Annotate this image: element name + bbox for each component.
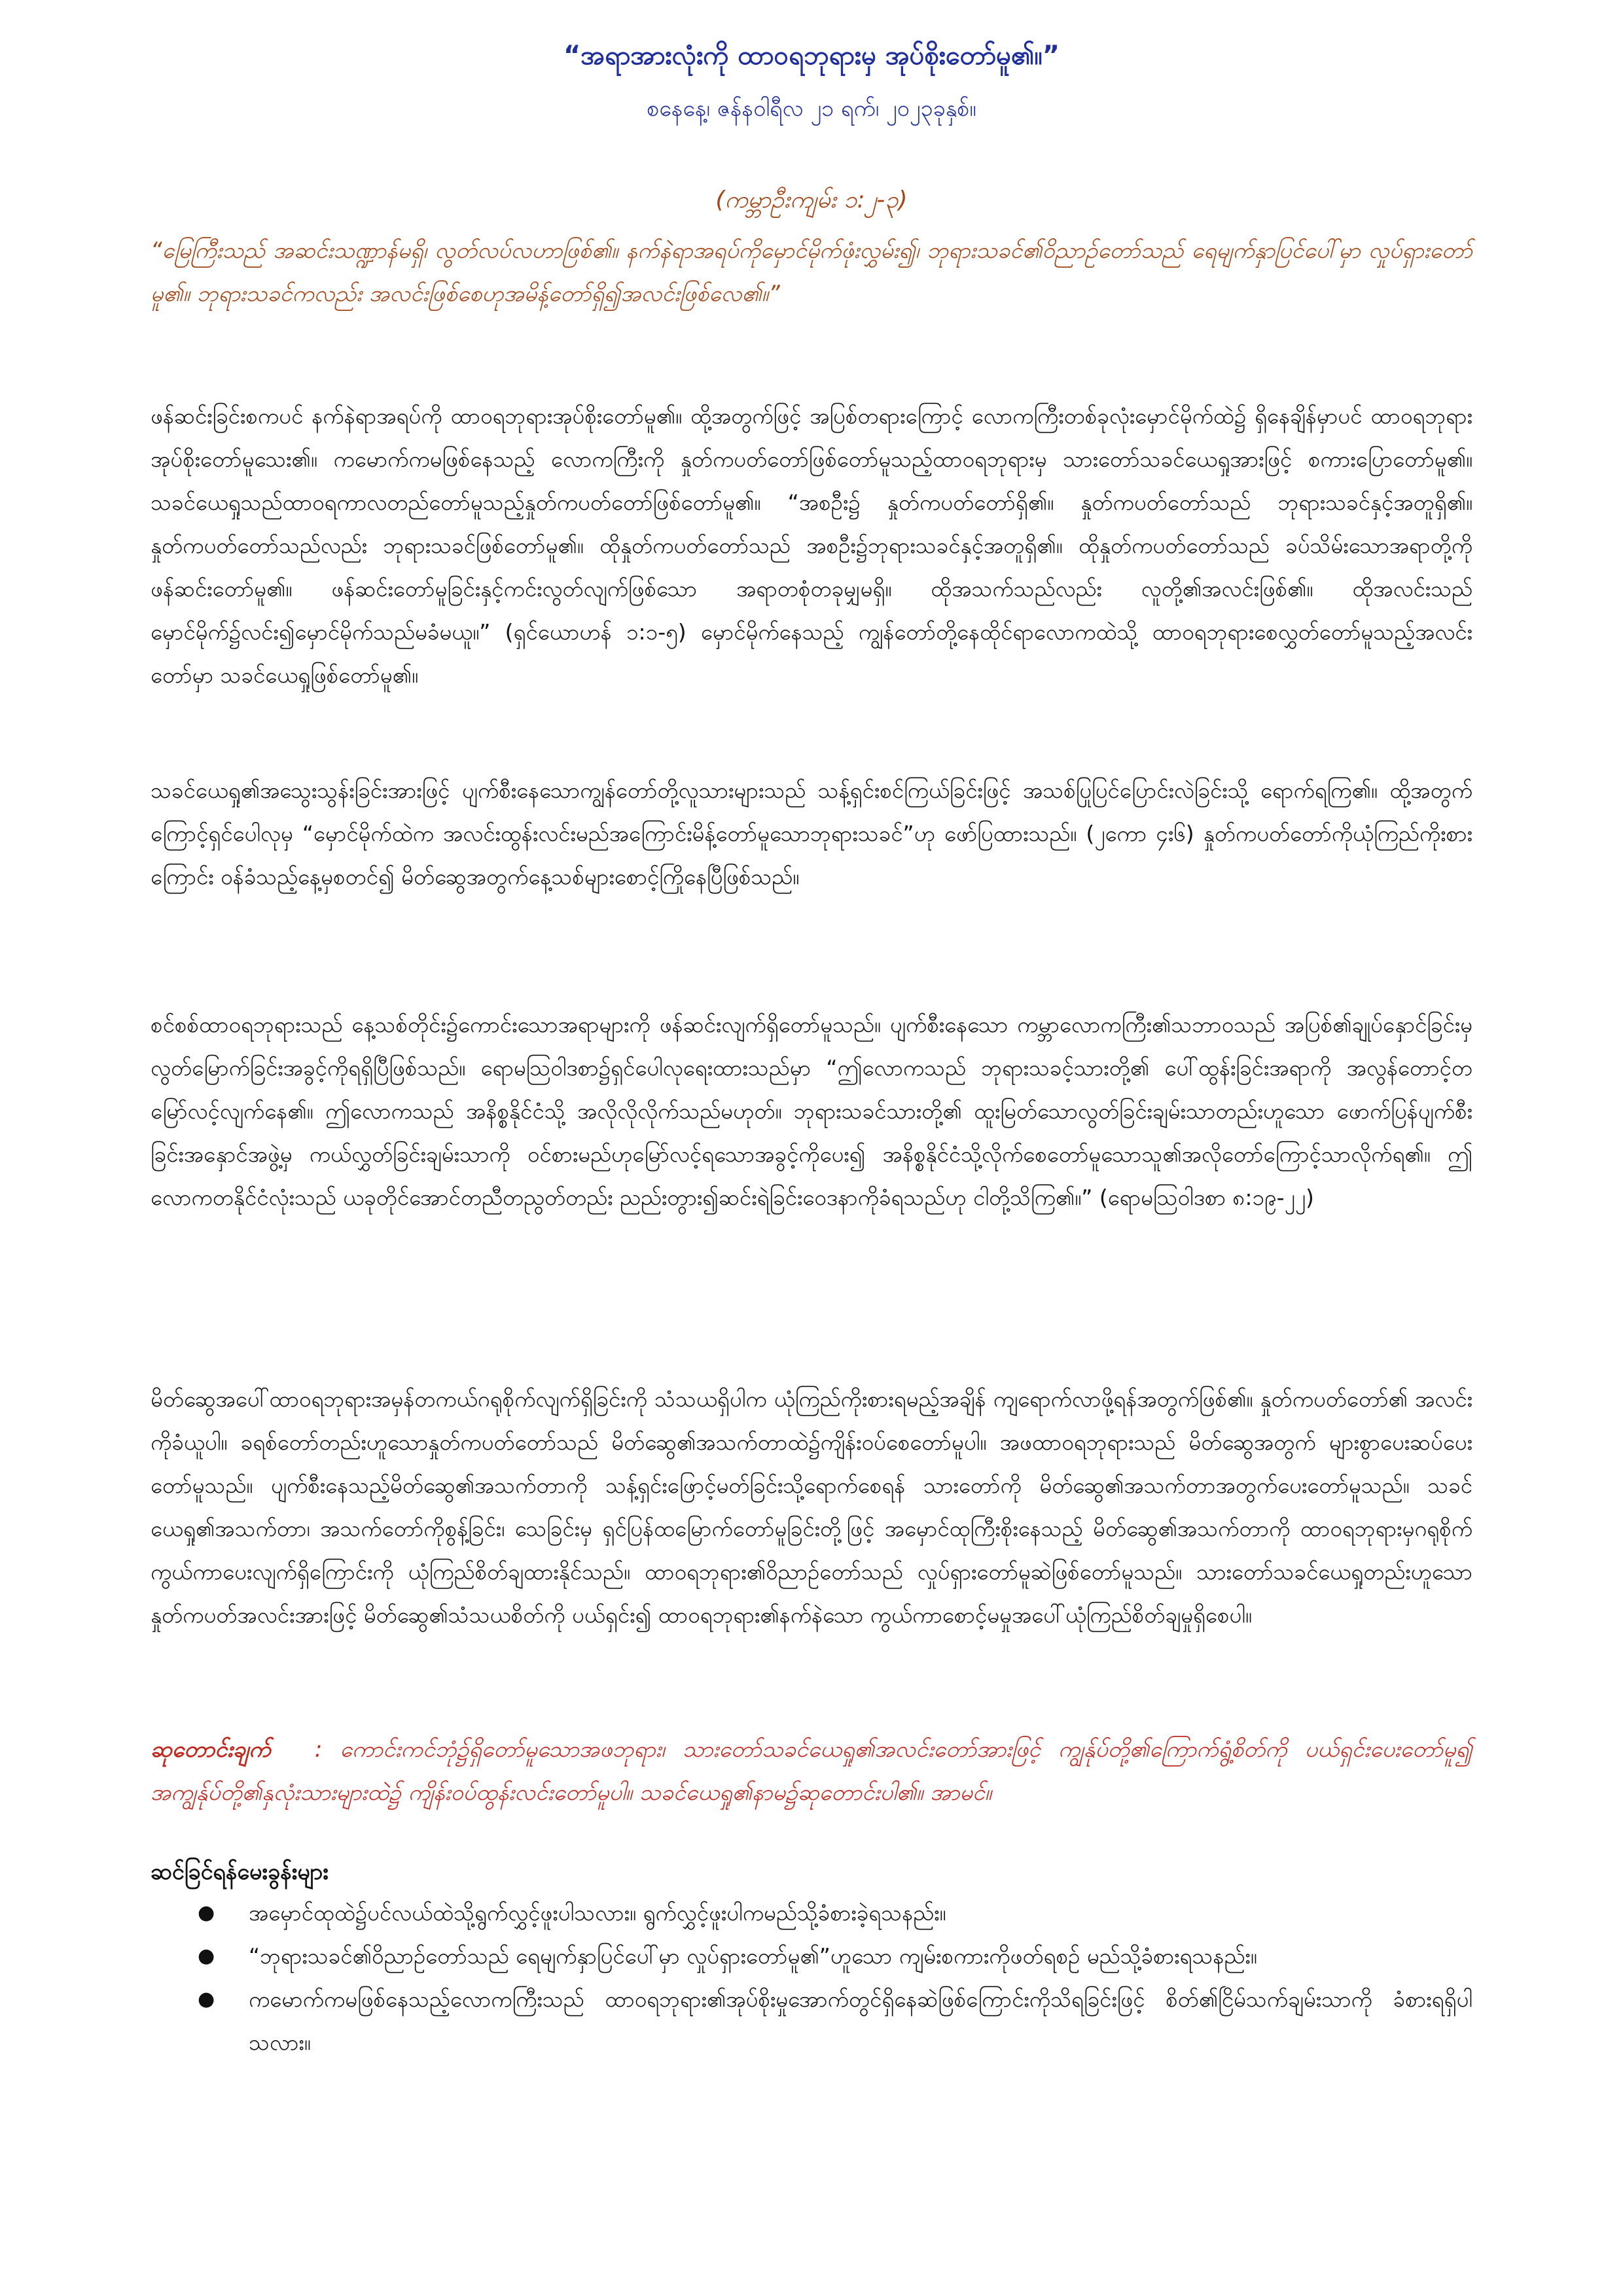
body-paragraph: မိတ်ဆွေအပေါ်ထာဝရဘုရားအမှန်တကယ်ဂရုစိုက်လျက်ရှိခြင်းကို သံသယရှိပါက ယုံကြည်ကိုးစားရမည့်အချိန် ကျရောက်လာဖို့ရန်အတွက်ဖြစ်၏။ နှုတ်ကပတ်တော်၏ အလင်းကိုခံယူပါ။ ခရစ်တော်တည်းဟူသောနှုတ်ကပတ်တော်သည် မိတ်ဆွေ၏အသက်တာထဲ၌ကျိန်းဝပ်စေတော်မူပါ။ အဖထာဝရဘုရားသည် မိတ်ဆွေအတွက် များစွာပေးဆပ်ပေးတော်မူသည်။ ပျက်စီးနေသည့်မိတ်ဆွေ၏အသက်တာကို သန့်ရှင်းဖြောင့်မတ်ခြင်းသို့ရောက်စေရန် သားတော်ကို မိတ်ဆွေ၏အသက်တာအတွက်ပေးတော်မူသည်။ သခင်ယေရှု၏အသက်တာ၊ အသက်တော်ကိုစွန့်ခြင်း၊ သေခြင်းမှ ရှင်ပြန်ထမြောက်တော်မူခြင်းတို့ဖြင့် အမှောင်ထုကြီးစိုးနေသည့် မိတ်ဆွေ၏အသက်တာကို ထာဝရဘုရားမှဂရုစိုက်ကွယ်ကာပေးလျက်ရှိကြောင်းကို ယုံကြည်စိတ်ချထားနိုင်သည်။ ထာဝရဘုရား၏ဝိညာဉ်တော်သည် လှုပ်ရှားတော်မူဆဲဖြစ်တော်မူသည်။ သားတော်သခင်ယေရှုတည်းဟူသော နှုတ်ကပတ်အလင်းအားဖြင့် မိတ်ဆွေ၏သံသယစိတ်ကို ပယ်ရှင်း၍ ထာဝရဘုရား၏နက်နဲသော ကွယ်ကာစောင့်မမှုအပေါ်ယုံကြည်စိတ်ချမှုရှိစေပါ။ bbox=[151, 1386, 1472, 1628]
prayer-text: : ကောင်းကင်ဘုံ၌ရှိတော်မူသောအဖဘုရား၊ သားတော်သခင်ယေရှု၏အလင်းတော်အားဖြင့် ကျွန်ုပ်တို့၏ကြောက်ရွံ့စိတ်ကို ပယ်ရှင်းပေးတော်မူ၍ အကျွန်ုပ်တို့၏နှလုံးသားများထဲ၌ ကျိန်းဝပ်ထွန်းလင်းတော်မူပါ။ သခင်ယေရှု၏နာမ၌ဆုတောင်းပါ၏။ အာမင်။ bbox=[151, 1736, 1473, 1806]
body-paragraph: သခင်ယေရှု၏အသွေးသွန်းခြင်းအားဖြင့် ပျက်စီးနေသောကျွန်တော်တို့လူသားများသည် သန့်ရှင်းစင်ကြယ်ခြင်းဖြင့် အသစ်ပြုပြင်ပြောင်းလဲခြင်းသို့ ရောက်ရကြ၏။ ထို့အတွက်ကြောင့်ရှင်ပေါလုမှ “မှောင်မိုက်ထဲက အလင်းထွန်းလင်းမည်အကြောင်းမိန့်တော်မူသောဘုရားသခင်”ဟု ဖော်ပြထားသည်။ (၂ကော ၄း၆) နှုတ်ကပတ်တော်ကိုယုံကြည်ကိုးစားကြောင်း ဝန်ခံသည့်နေ့မှစတင်၍ မိတ်ဆွေအတွက်နေ့သစ်များစောင့်ကြိုနေပြီဖြစ်သည်။ bbox=[151, 778, 1472, 889]
list-item bbox=[151, 1892, 1472, 1935]
bullet-icon: ● bbox=[198, 1945, 215, 1967]
scripture-quote: “မြေကြီးသည် အဆင်းသဏ္ဍာန်မရှိ၊ လွတ်လပ်လဟာဖြစ်၏။ နက်နဲရာအရပ်ကိုမှောင်မိုက်ဖုံးလွှမ်း၍၊ ဘုရားသခင်၏ဝိညာဉ်တော်သည် ရေမျက်နှာပြင်ပေါ်မှာ လှုပ်ရှားတော်မူ၏။ ဘုရားသခင်ကလည်း အလင်းဖြစ်စေဟုအမိန့်တော်ရှိ၍အလင်းဖြစ်လေ၏။” bbox=[151, 238, 1472, 307]
list-item bbox=[151, 1935, 1472, 1978]
question-text: “ဘုရားသခင်၏ဝိညာဉ်တော်သည် ရေမျက်နှာပြင်ပေါ်မှာ လှုပ်ရှားတော်မူ၏”ဟူသော ကျမ်းစကားကိုဖတ်ရစဉ် မည်သို့ခံစားရသနည်း။ bbox=[249, 1943, 1257, 1969]
bullet-icon: ● bbox=[198, 1988, 215, 2011]
question-text: အမှောင်ထုထဲ၌ပင်လယ်ထဲသို့ရွက်လွှင့်ဖူးပါသလား။ ရွက်လွှင့်ဖူးပါကမည်သို့ခံစားခဲ့ရသနည်း။ bbox=[249, 1900, 946, 1926]
prayer-section bbox=[151, 1728, 1472, 1814]
prayer-label: ဆုတောင်းချက် bbox=[151, 1736, 271, 1763]
scripture-reference: (ကမ္ဘာဦးကျမ်း ၁:၂-၃) bbox=[715, 187, 908, 213]
questions-heading: ဆင်ခြင်ရန်မေးခွန်းများ bbox=[151, 1859, 329, 1885]
list-item bbox=[151, 1978, 1472, 2064]
bullet-icon: ● bbox=[198, 1901, 215, 1924]
body-paragraph: ဖန်ဆင်းခြင်းစကပင် နက်နဲရာအရပ်ကို ထာဝရဘုရားအုပ်စိုးတော်မူ၏။ ထို့အတွက်ဖြင့် အပြစ်တရားကြောင့် လောကကြီးတစ်ခုလုံးမှောင်မိုက်ထဲ၌ ရှိနေချိန်မှာပင် ထာဝရဘုရားအုပ်စိုးတော်မူသေး၏။ ကမောက်ကမဖြစ်နေသည့် လောကကြီးကို နှုတ်ကပတ်တော်ဖြစ်တော်မူသည့်ထာဝရဘုရားမှ သားတော်သခင်ယေရှုအားဖြင့် စကားပြောတော်မူ၏။ သခင်ယေရှုသည်ထာဝရကာလတည်တော်မူသည့်နှုတ်ကပတ်တော်ဖြစ်တော်မူ၏။ “အစဦး၌ နှုတ်ကပတ်တော်ရှိ၏။ နှုတ်ကပတ်တော်သည် ဘုရားသခင်နှင့်အတူရှိ၏။ နှုတ်ကပတ်တော်သည်လည်း ဘုရားသခင်ဖြစ်တော်မူ၏။ ထိုနှုတ်ကပတ်တော်သည် အစဦး၌ဘုရားသခင်နှင့်အတူရှိ၏။ ထိုနှုတ်ကပတ်တော်သည် ခပ်သိမ်းသောအရာတို့ကို ဖန်ဆင်းတော်မူ၏။ ဖန်ဆင်းတော်မူခြင်းနှင့်ကင်းလွတ်လျက်ဖြစ်သော အရာတစုံတခုမျှမရှိ။ ထိုအသက်သည်လည်း လူတို့၏အလင်းဖြစ်၏။ ထိုအလင်းသည်မှောင်မိုက်၌လင်း၍မှောင်မိုက်သည်မခံမယူ။” (ရှင်ယောဟန် ၁:၁-၅) မှောင်မိုက်နေသည့် ကျွန်တော်တို့နေထိုင်ရာလောကထဲသို့ ထာဝရဘုရားစေလွှတ်တော်မူသည့်အလင်းတော်မှာ သခင်ယေရှုဖြစ်တော်မူ၏။ bbox=[151, 403, 1472, 688]
body-paragraph: စင်စစ်ထာဝရဘုရားသည် နေ့သစ်တိုင်း၌ကောင်းသောအရာများကို ဖန်ဆင်းလျက်ရှိတော်မူသည်။ ပျက်စီးနေသော ကမ္ဘာလောကကြီး၏သဘာဝသည် အပြစ်၏ချုပ်နှောင်ခြင်းမှ လွတ်မြောက်ခြင်းအခွင့်ကိုရရှိပြီဖြစ်သည်။ ရောမသြဝါဒစာ၌ရှင်ပေါလုရေးထားသည်မှာ “ဤလောကသည် ဘုရားသခင့်သားတို့၏ ပေါ်ထွန်းခြင်းအရာကို အလွန်တောင့်တမြော်လင့်လျက်နေ၏။ ဤလောကသည် အနိစ္စနိုင်ငံသို့ အလိုလိုလိုက်သည်မဟုတ်။ ဘုရားသခင်သားတို့၏ ထူးမြတ်သောလွတ်ခြင်းချမ်းသာတည်းဟူသော ဖောက်ပြန်ပျက်စီးခြင်းအနှောင်အဖွဲ့မှ ကယ်လွှတ်ခြင်းချမ်းသာကို ဝင်စားမည်ဟုမြော်လင့်ရသောအခွင့်ကိုပေး၍ အနိစ္စနိုင်ငံသို့လိုက်စေတော်မူသောသူ၏အလိုတော်ကြောင့်သာလိုက်ရ၏။ ဤလောကတနိုင်ငံလုံးသည် ယခုတိုင်အောင်တညီတညွတ်တည်း ညည်းတွား၍ဆင်းရဲခြင်းဝေဒနာကိုခံရသည်ဟု ငါတို့သိကြ၏။” (ရောမသြဝါဒစာ ၈:၁၉-၂၂) bbox=[151, 1012, 1472, 1210]
question-text: ကမောက်ကမဖြစ်နေသည့်လောကကြီးသည် ထာဝရဘုရား၏အုပ်စိုးမှုအောက်တွင်ရှိနေဆဲဖြစ်ကြောင်းကိုသိရခြင်းဖြင့် စိတ်၏ငြိမ်သက်ချမ်းသာကို ခံစားရရှိပါသလား။ bbox=[249, 1986, 1472, 2055]
page-date: စနေနေ့၊ ဇန်နဝါရီလ ၂၁ ရက်၊ ၂၀၂၃ခုနှစ်။ bbox=[647, 96, 976, 122]
questions-list bbox=[151, 1892, 1472, 2064]
page-title: “အရာအားလုံးကို ထာဝရဘုရားမှ အုပ်စိုးတော်မူ၏။” bbox=[563, 41, 1060, 71]
